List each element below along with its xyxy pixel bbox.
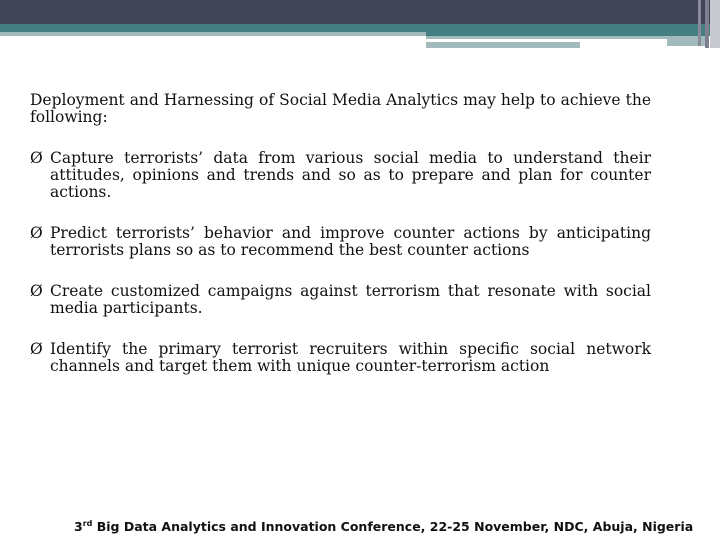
footer-ordinal: 3 (74, 519, 83, 535)
arrow-bullet-icon: Ø (30, 340, 43, 358)
arrow-bullet-icon: Ø (30, 224, 43, 242)
arrow-bullet-icon: Ø (30, 282, 43, 300)
bullet-item (30, 341, 651, 375)
bullet-text: Identify the primary terrorist recruiters within specific social network channels and target them with unique counter-terrorism action (50, 340, 651, 375)
intro-text: Deployment and Harnessing of Social Media Analytics may help to achieve the following: (30, 91, 651, 126)
bullet-item (30, 225, 651, 259)
bullet-item (30, 150, 651, 201)
footer (74, 519, 693, 534)
bullet-item (30, 283, 651, 317)
bullet-text: Create customized campaigns against terrorism that resonate with social media participants. (50, 282, 651, 317)
footer-suffix: rd (82, 519, 93, 528)
bullet-text: Capture terrorists’ data from various social media to understand their attitudes, opinions and trends and so as to prepare and plan for counter actions. (50, 149, 651, 201)
footer-text: Big Data Analytics and Innovation Conference, 22-25 November, NDC, Abuja, Nigeria (92, 519, 694, 535)
arrow-bullet-icon: Ø (30, 149, 43, 167)
bullet-text: Predict terrorists’ behavior and improve counter actions by anticipating terrorists plans so as to recommend the best counter actions (50, 224, 651, 259)
